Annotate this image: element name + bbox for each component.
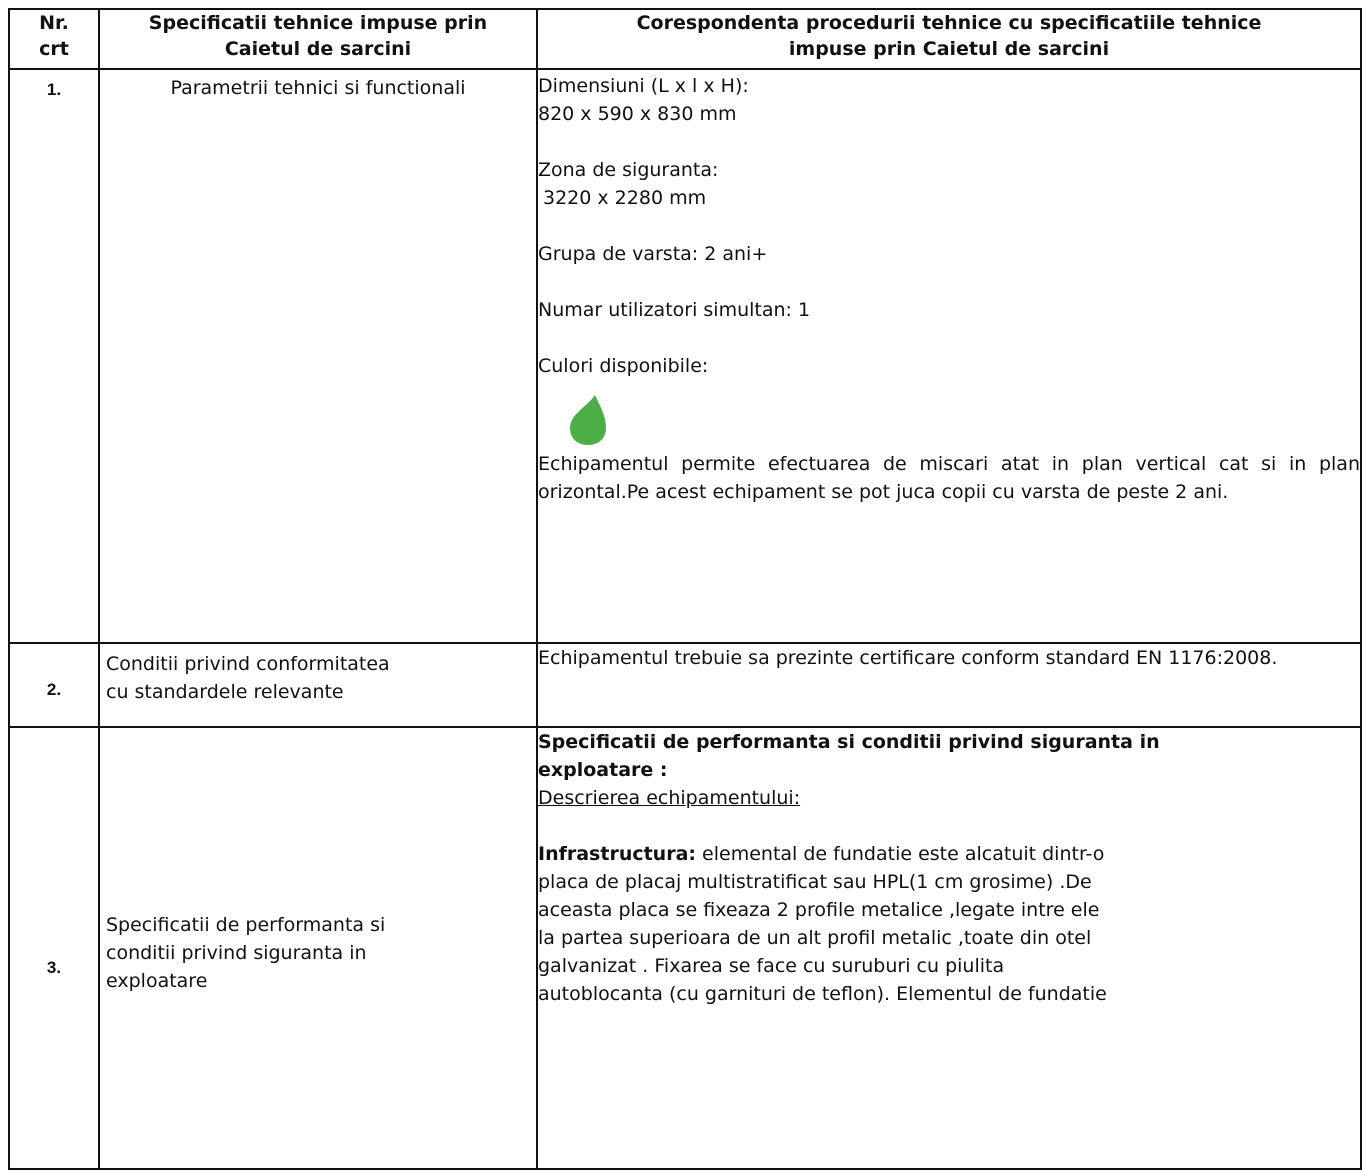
colors-label: Culori disponibile:	[538, 355, 709, 377]
age-group: Grupa de varsta: 2 ani+	[538, 243, 768, 265]
table-row	[9, 727, 1361, 1169]
performance-heading: Specificatii de performanta si conditii privind siguranta in	[538, 731, 1160, 753]
standard-certification: Echipamentul trebuie sa prezinte certificare conform standard EN 1176:2008.	[538, 647, 1278, 669]
table-row	[9, 69, 1361, 643]
spec-cell: Conditii privind conformitatea cu standardele relevante	[99, 643, 537, 727]
simultaneous-users: Numar utilizatori simultan: 1	[538, 299, 811, 321]
correspondence-cell: Specificatii de performanta si conditii privind siguranta in exploatare : Descrierea echipamentului: Infrastructura: elemental de fundatie este alcatuit dintr-o placa de placaj multistratificat sau HPL(1 cm grosime) .De aceasta placa se fixeaza 2 profile metalice ,legate intre ele la partea superioara de un alt profil metalic ,toate din otel galvanizat . Fixarea se face cu suruburi cu piulita autoblocanta (cu garnituri de teflon). Elementul de fundatie	[537, 727, 1361, 1169]
row-number: 3.	[9, 727, 99, 1169]
correspondence-cell	[537, 69, 1361, 643]
row-number: 2.	[9, 643, 99, 727]
safety-zone-label: Zona de siguranta:	[538, 159, 719, 181]
dimensions-label: Dimensiuni (L x l x H):	[538, 75, 749, 97]
safety-zone-value: 3220 x 2280 mm	[543, 187, 707, 209]
header-corespondenta: Corespondenta procedurii tehnice cu specificatiile tehnice impuse prin Caietul de sarcini	[537, 9, 1361, 69]
row-number: 1.	[9, 69, 99, 643]
infrastructure-label: Infrastructura:	[538, 843, 697, 865]
correspondence-cell	[537, 643, 1361, 727]
equipment-description: Echipamentul permite efectuarea de miscari atat in plan vertical cat si in plan orizontal.Pe acest echipament se pot juca copii cu varsta de peste 2 ani.	[538, 453, 1360, 503]
infrastructure-paragraph: Infrastructura: elemental de fundatie este alcatuit dintr-o	[538, 843, 1105, 865]
green-color-swatch-icon	[568, 394, 608, 446]
specification-table	[8, 8, 1362, 1170]
spec-cell: Parametrii tehnici si functionali	[99, 69, 537, 643]
header-nr-crt: Nr. crt	[9, 9, 99, 69]
performance-heading-cont: exploatare :	[538, 759, 668, 781]
equipment-description-heading: Descrierea echipamentului:	[538, 787, 801, 809]
table-header-row	[9, 9, 1361, 69]
dimensions-value: 820 x 590 x 830 mm	[538, 103, 737, 125]
table-row	[9, 643, 1361, 727]
header-specificatii: Specificatii tehnice impuse prin Caietul de sarcini	[99, 9, 537, 69]
spec-cell: Specificatii de performanta si conditii privind siguranta in exploatare	[99, 727, 537, 1169]
